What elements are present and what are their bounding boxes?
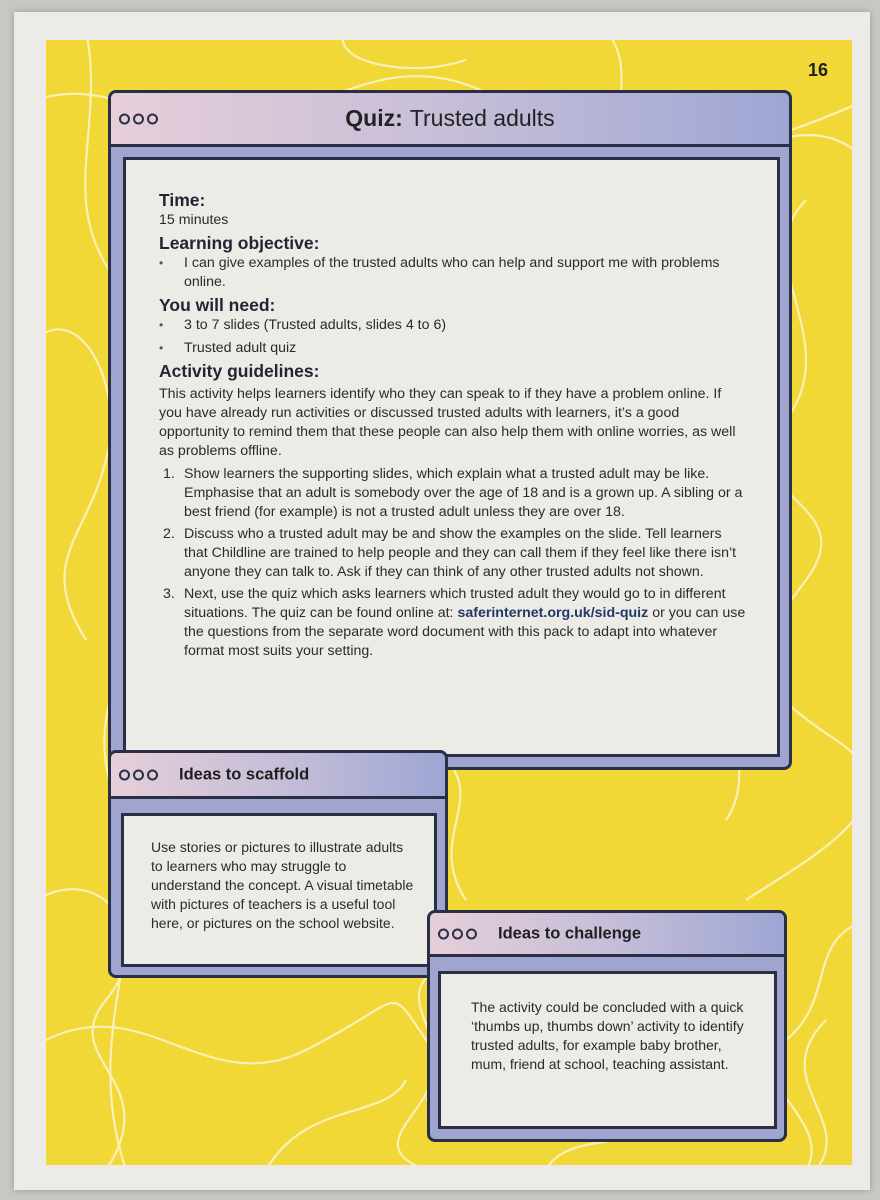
scaffold-title: Ideas to scaffold: [179, 765, 310, 783]
page-title: [111, 93, 789, 144]
scaffold-content: [121, 813, 437, 967]
step-item: 1. Show learners the supporting slides, which explain what a trusted adult may be like. Emphasise that an adult is somebody over the age of 18 and is a grown up. A sibling or a best friend (for example) is not a trusted adult unless they are over 18.: [163, 466, 743, 520]
window-dots-icon: [119, 769, 158, 780]
scaffold-title-bar: [111, 753, 445, 799]
time-heading: Time:: [159, 190, 206, 210]
step-item: 2. Discuss who a trusted adult may be and show the examples on the slide. Tell learners that Childline are trained to help people and they can call them if they feel like there isn’t anyone they can talk to. Ask if they can think of any other trusted adults not shown.: [163, 526, 737, 580]
guidelines-intro: This activity helps learners identify who they can speak to if they have a problem online. If you have already run activities or discussed trusted adults with learners, it’s a good opportunity to remind them that these people can also help them with online worries, as well as problems offline.: [159, 386, 736, 459]
list-item: • I can give examples of the trusted adults who can help and support me with problems online.: [159, 254, 747, 292]
challenge-title-bar: [430, 913, 784, 957]
scaffold-window: [108, 750, 448, 978]
step-item: 3. Next, use the quiz which asks learners which trusted adult they would go to in different situations. The quiz can be found online at: saferinternet.org.uk/sid-quiz or you can use the questions from the separate word document with this pack to adapt into whatever format most suits your setting.: [163, 586, 746, 659]
steps-list: [159, 465, 747, 661]
page-number: 16: [808, 60, 829, 80]
challenge-title: Ideas to challenge: [498, 924, 642, 942]
title-rest: Trusted adults: [409, 105, 555, 131]
list-item: • Trusted adult quiz: [159, 339, 747, 358]
main-title-bar: [111, 93, 789, 147]
list-item: • 3 to 7 slides (Trusted adults, slides 4 to 6): [159, 316, 747, 335]
challenge-content: [438, 971, 777, 1129]
window-dots-icon: [438, 928, 477, 939]
objective-heading: Learning objective:: [159, 233, 320, 253]
need-list: [159, 316, 747, 358]
scaffold-text: Use stories or pictures to illustrate adults to learners who may struggle to understand the concept. A visual timetable with pictures of teachers is a useful tool here, or pictures on the school website.: [151, 839, 414, 931]
main-content-panel: [123, 157, 780, 757]
challenge-text: The activity could be concluded with a quick ‘thumbs up, thumbs down’ activity to identify trusted adults, for example baby brother, mum, friend at school, teaching assistant.: [471, 999, 744, 1072]
need-heading: You will need:: [159, 295, 276, 315]
main-quiz-window: [108, 90, 792, 770]
guidelines-heading: Activity guidelines:: [159, 361, 320, 381]
quiz-link[interactable]: saferinternet.org.uk/sid-quiz: [457, 605, 649, 621]
objective-list: [159, 254, 747, 292]
title-bold: Quiz:: [345, 105, 403, 131]
challenge-window: [427, 910, 787, 1142]
time-value: 15 minutes: [159, 212, 229, 228]
